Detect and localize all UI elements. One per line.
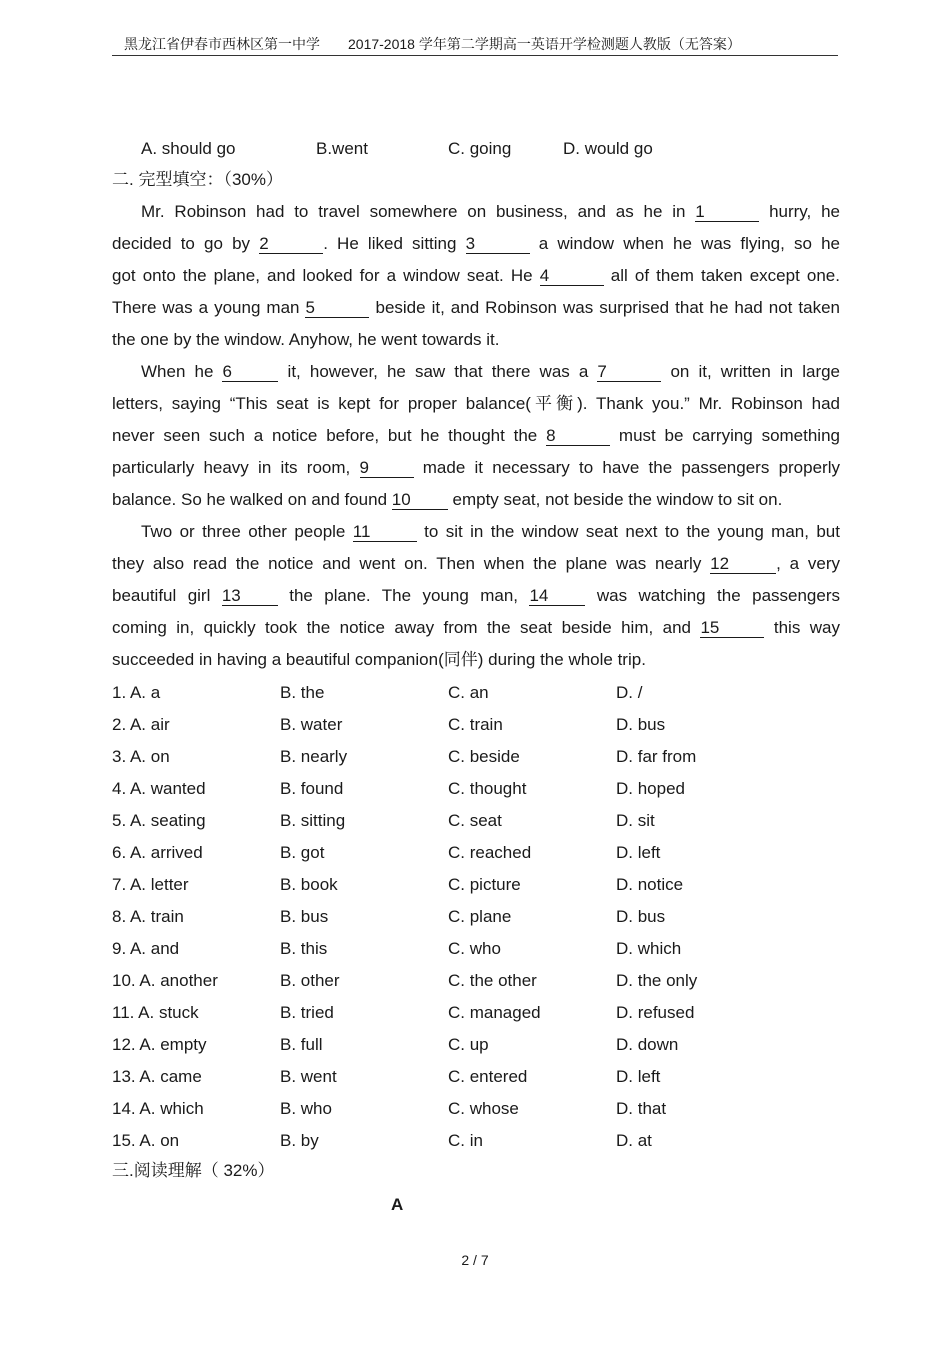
question-row: 5. A. seating B. sitting C. seat D. sit — [112, 811, 655, 830]
para1-line3: got onto the plane, and looked for a window seat. He 4 all of them taken except one. — [112, 266, 840, 285]
cloze-paragraph-1 — [112, 196, 840, 356]
blank-12: 12 — [710, 555, 776, 574]
blank-6: 6 — [222, 363, 278, 382]
header-exam-title: 2017-2018 学年第二学期高一英语开学检测题人教版（无答案） — [348, 36, 741, 52]
blank-10: 10 — [392, 491, 448, 510]
header-school: 黑龙江省伊春市西林区第一中学 — [124, 36, 320, 52]
question-row: 14. A. which B. who C. whose D. that — [112, 1099, 667, 1118]
blank-11: 11 — [353, 523, 417, 542]
blank-8: 8 — [546, 427, 610, 446]
para2-line5: balance. So he walked on and found 10 empty seat, not beside the window to sit on. — [112, 490, 783, 509]
para1-line4: There was a young man 5 beside it, and Robinson was surprised that he had not taken — [112, 298, 840, 317]
blank-9: 9 — [360, 459, 414, 478]
blank-1: 1 — [695, 203, 759, 222]
blank-3: 3 — [466, 235, 530, 254]
para1-line2: decided to go by 2 . He liked sitting 3 a window when he was flying, so he — [112, 234, 840, 253]
blank-4: 4 — [540, 267, 604, 286]
para2-line2: letters, saying “This seat is kept for proper balance(平衡). Thank you.” Mr. Robinson had — [112, 394, 840, 413]
blank-15: 15 — [700, 619, 764, 638]
question-row: 15. A. on B. by C. in D. at — [112, 1131, 652, 1150]
question-row: 9. A. and B. this C. who D. which — [112, 939, 682, 958]
para3-line2: they also read the notice and went on. Then when the plane was nearly 12 , a very — [112, 554, 840, 573]
question-row: 6. A. arrived B. got C. reached D. left — [112, 843, 661, 862]
para1-line1: Mr. Robinson had to travel somewhere on business, and as he in 1 hurry, he — [141, 202, 840, 221]
blank-7: 7 — [597, 363, 661, 382]
option-c: C. going — [448, 139, 512, 158]
previous-question-options — [112, 138, 852, 160]
para3-line3: beautiful girl 13 the plane. The young man, 14 was watching the passengers — [112, 586, 841, 605]
para3-line1: Two or three other people 11 to sit in the window seat next to the young man, but — [141, 522, 840, 541]
option-a: A. should go — [141, 139, 236, 158]
para3-line5: succeeded in having a beautiful companion(同伴) during the whole trip. — [112, 650, 646, 669]
passage-label: A — [391, 1195, 404, 1214]
page-header — [112, 34, 838, 56]
blank-5: 5 — [305, 299, 369, 318]
question-row: 2. A. air B. water C. train D. bus — [112, 715, 666, 734]
para2-line3: never seen such a notice before, but he thought the 8 must be carrying something — [112, 426, 840, 445]
page-number: 2 / 7 — [461, 1252, 489, 1268]
question-row: 3. A. on B. nearly C. beside D. far from — [112, 747, 697, 766]
para3-line4: coming in, quickly took the notice away from the seat beside him, and 15 this way — [112, 618, 840, 637]
blank-2: 2 — [259, 235, 323, 254]
question-row: 1. A. a B. the C. an D. / — [112, 683, 643, 702]
question-row: 10. A. another B. other C. the other D. the only — [112, 971, 698, 990]
blank-14: 14 — [529, 587, 585, 606]
para2-line1: When he 6 it, however, he saw that there was a 7 on it, written in large — [141, 362, 841, 381]
question-row: 11. A. stuck B. tried C. managed D. refused — [112, 1003, 695, 1022]
option-b: B.went — [316, 139, 368, 158]
question-row: 13. A. came B. went C. entered D. left — [112, 1067, 661, 1086]
blank-13: 13 — [222, 587, 278, 606]
section-2-title: 二. 完型填空：（30%） — [112, 170, 283, 189]
cloze-paragraph-3 — [112, 516, 840, 676]
section-3-title: 三.阅读理解（ 32%） — [112, 1161, 275, 1180]
cloze-paragraph-2 — [112, 356, 840, 516]
question-row: 12. A. empty B. full C. up D. down — [112, 1035, 679, 1054]
question-row: 7. A. letter B. book C. picture D. notice — [112, 875, 684, 894]
option-d: D. would go — [563, 139, 653, 158]
para2-line4: particularly heavy in its room, 9 made it necessary to have the passengers properly — [112, 458, 840, 477]
question-row: 8. A. train B. bus C. plane D. bus — [112, 907, 666, 926]
question-row: 4. A. wanted B. found C. thought D. hoped — [112, 779, 685, 798]
para1-line5: the one by the window. Anyhow, he went towards it. — [112, 330, 500, 349]
